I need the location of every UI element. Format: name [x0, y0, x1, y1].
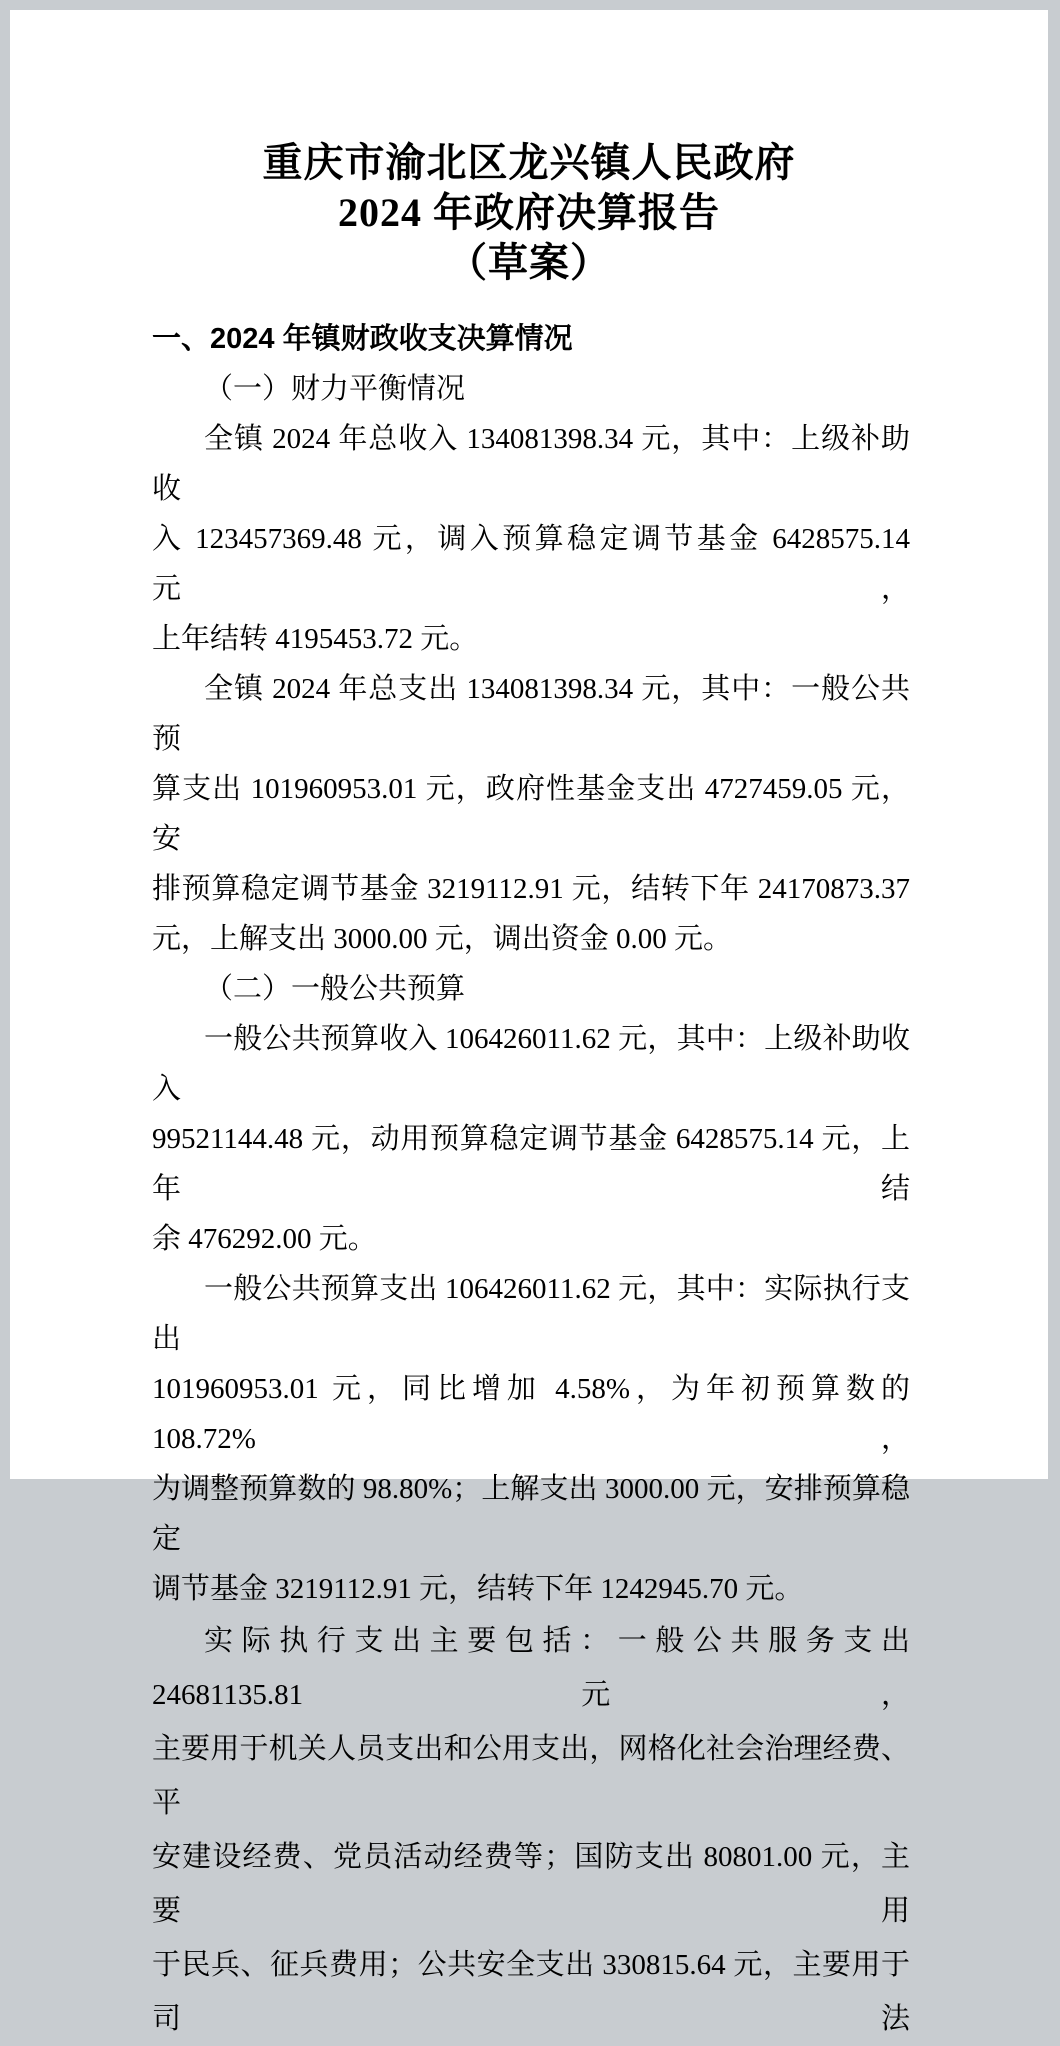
subsection-heading: （一）财力平衡情况: [204, 373, 466, 405]
paragraph: [152, 664, 910, 964]
section-heading: 一、2024 年镇财政收支决算情况: [152, 323, 573, 355]
document-page: [10, 10, 1048, 2035]
paragraph-line: 为调整预算数的 98.80%；上解支出 3000.00 元，安排预算稳定: [152, 1473, 910, 1555]
paragraph-line: 99521144.48 元，动用预算稳定调节基金 6428575.14 元，上年结: [152, 1123, 910, 1205]
paragraph-line: 算支出 101960953.01 元，政府性基金支出 4727459.05 元，安: [152, 773, 910, 855]
paragraph-line: 实际执行支出主要包括：一般公共服务支出 24681135.81 元，: [152, 1625, 910, 1711]
paragraph: [152, 414, 910, 664]
paragraph-line: 全镇 2024 年总支出 134081398.34 元，其中：一般公共预: [152, 673, 910, 755]
document-body: [152, 314, 910, 2046]
paragraph-line: 一般公共预算收入 106426011.62 元，其中：上级补助收入: [152, 1023, 910, 1105]
document-title-line-3: （草案）: [447, 240, 611, 285]
paragraph-line: 余 476292.00 元。: [152, 1223, 377, 1255]
document-title-line-1: 重庆市渝北区龙兴镇人民政府: [262, 140, 796, 185]
paragraph-line: 101960953.01 元，同比增加 4.58%，为年初预算数的 108.72%，: [152, 1373, 910, 1455]
paragraph-line: 安建设经费、党员活动经费等；国防支出 80801.00 元，主要用: [152, 1841, 910, 1927]
document-title: [10, 138, 1048, 288]
paragraph-line: 排预算稳定调节基金 3219112.91 元，结转下年 24170873.37: [152, 873, 910, 905]
paragraph-line: 上年结转 4195453.72 元。: [152, 623, 479, 655]
paragraph: [152, 1264, 910, 1614]
document-title-line-2: 2024 年政府决算报告: [338, 190, 720, 235]
paragraph-line: 全镇 2024 年总收入 134081398.34 元，其中：上级补助收: [152, 423, 910, 505]
subsection-heading: （二）一般公共预算: [204, 973, 466, 1005]
paragraph-line: 一般公共预算支出 106426011.62 元，其中：实际执行支出: [152, 1273, 910, 1355]
paragraph-line: 入 123457369.48 元，调入预算稳定调节基金 6428575.14 元，: [152, 523, 910, 605]
paragraph: [152, 1014, 910, 1264]
paragraph-line: 调节基金 3219112.91 元，结转下年 1242945.70 元。: [152, 1573, 804, 1605]
paragraph-line: 于民兵、征兵费用；公共安全支出 330815.64 元，主要用于司法: [152, 1949, 910, 2035]
paragraph-line: 主要用于机关人员支出和公用支出，网格化社会治理经费、平: [152, 1733, 910, 1819]
paragraph-line: 元，上解支出 3000.00 元，调出资金 0.00 元。: [152, 923, 733, 955]
paragraph: [152, 1614, 910, 2046]
